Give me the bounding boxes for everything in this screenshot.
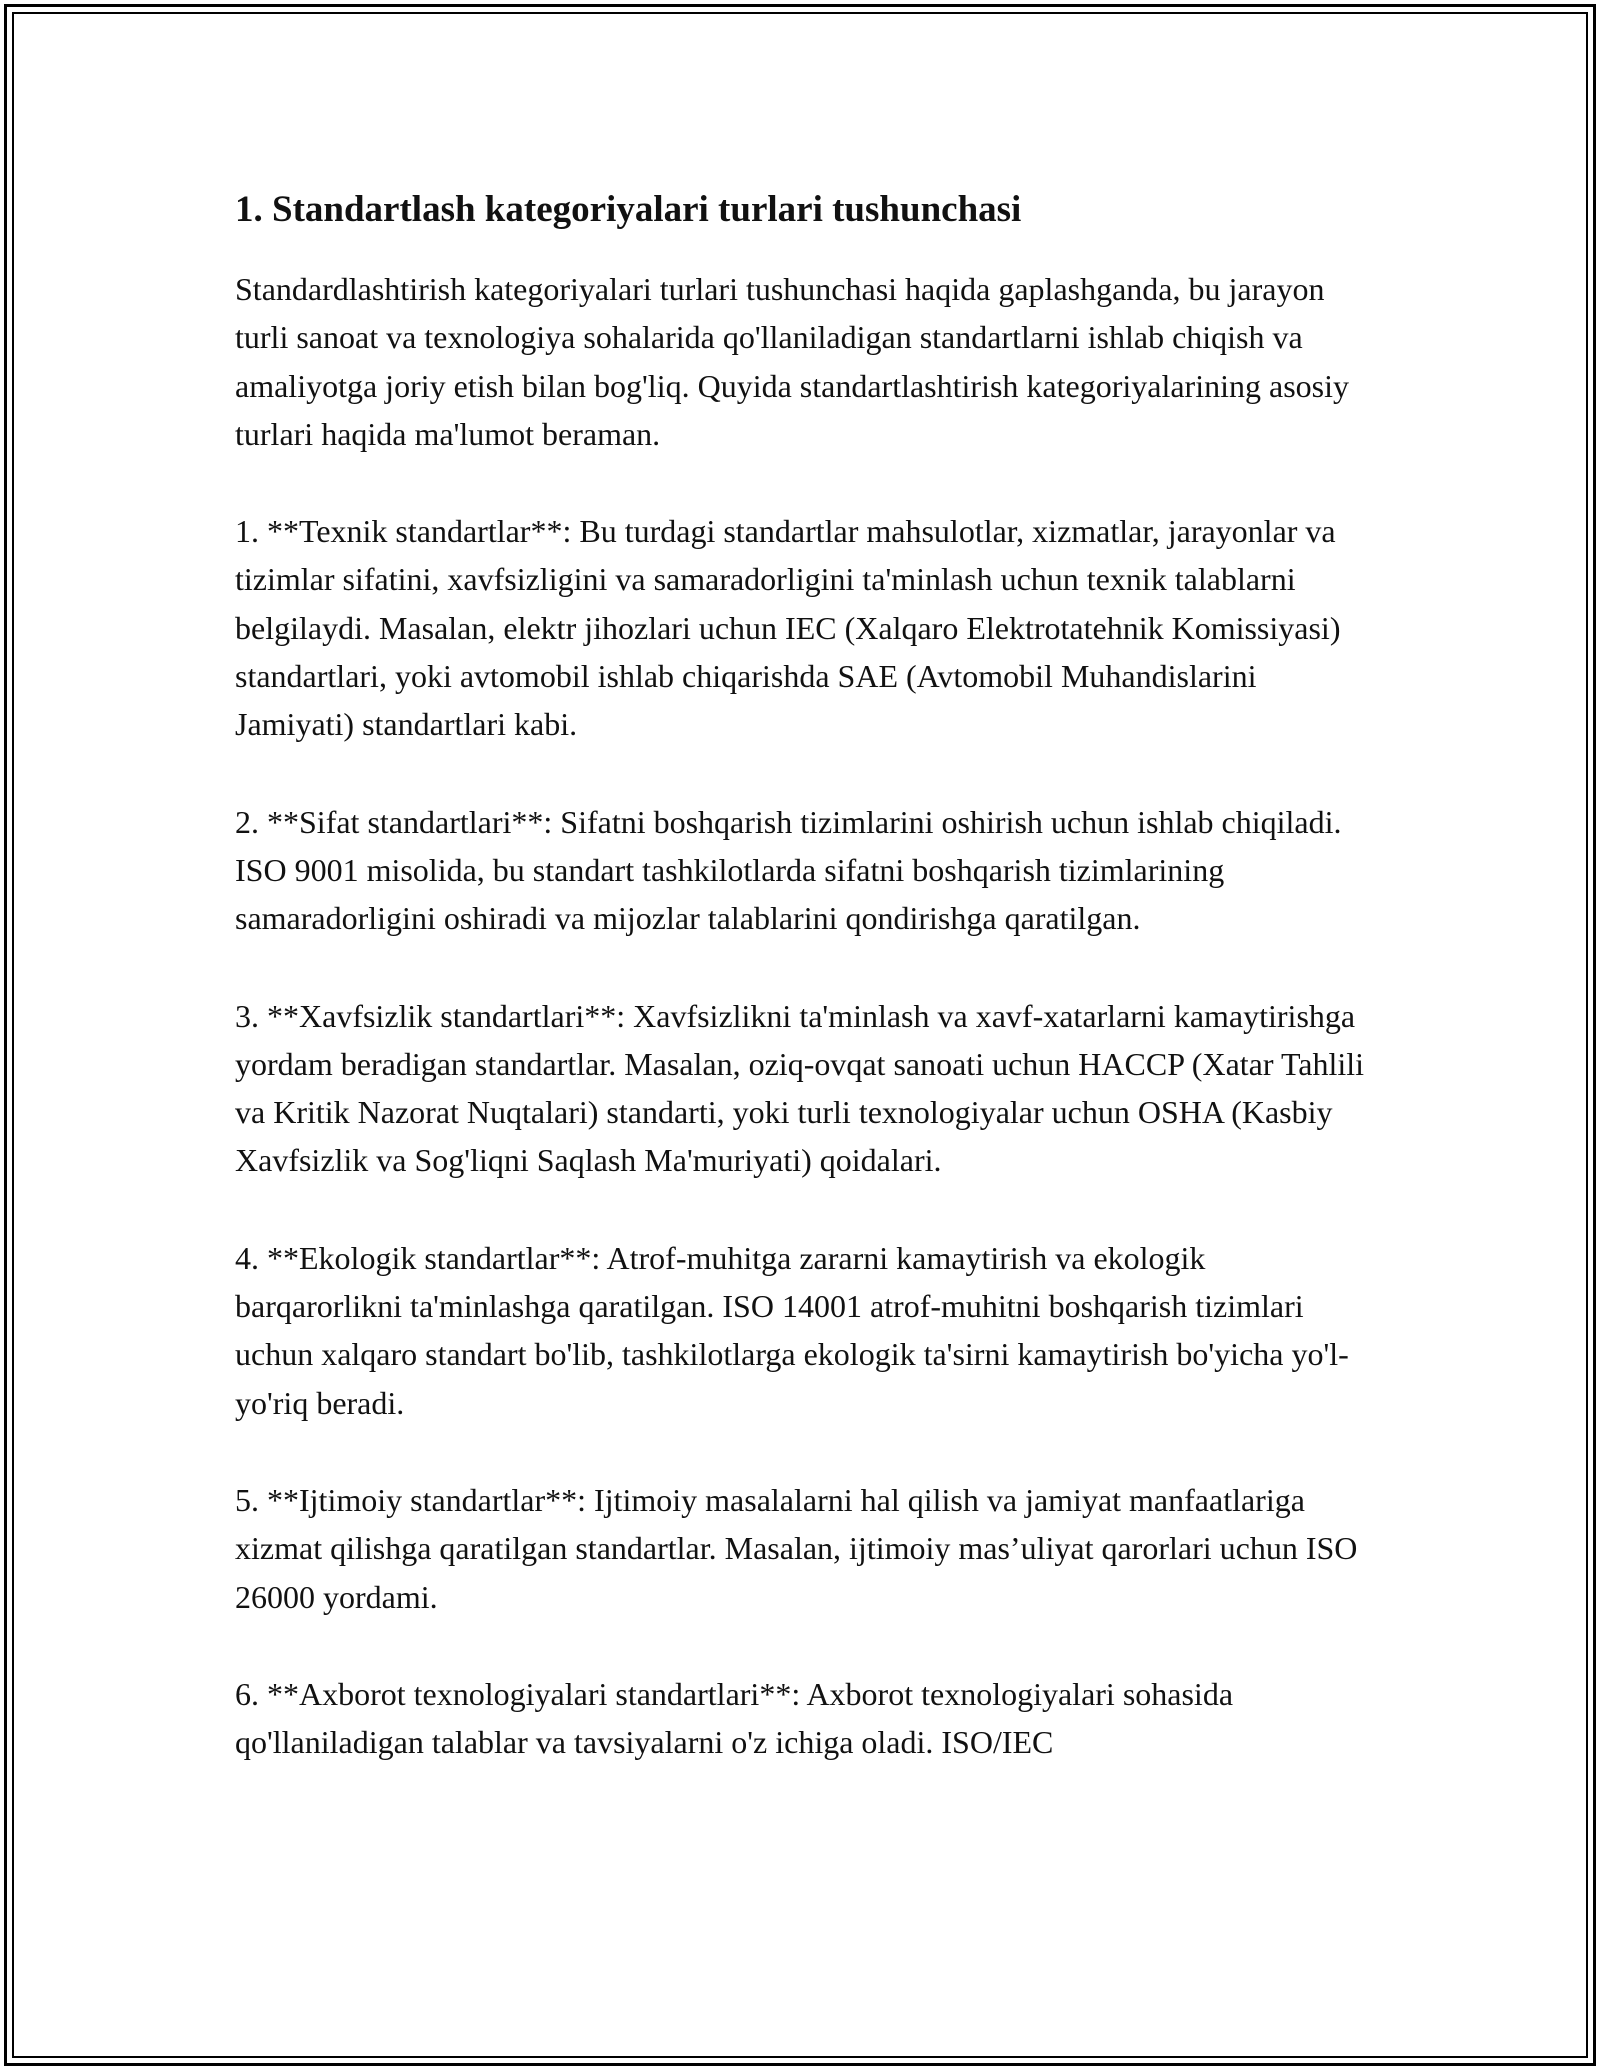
ecological-standards-paragraph: 4. **Ekologik standartlar**: Atrof-muhitga zararni kamaytirish va ekologik barqarorlikni ta'minlashga qaratilgan. ISO 14001 atrof-muhitni boshqarish tizimlari uchun xalqaro standart bo'lib, tashkilotlarga ekologik ta'sirni kamaytirish bo'yicha yo'l-yo'riq beradi. [235,1239,1349,1421]
it-standards-paragraph: 6. **Axborot texnologiyalari standartlari**: Axborot texnologiyalari sohasida qo'llaniladigan talablar va tavsiyalarni o'z ichiga oladi. ISO/IEC [235,1675,1234,1761]
social-standards-paragraph: 5. **Ijtimoiy standartlar**: Ijtimoiy masalalarni hal qilish va jamiyat manfaatlariga xizmat qilishga qaratilgan standartlar. Masalan, ijtimoiy mas’uliyat qarorlari uchun ISO 26000 yordami. [235,1481,1358,1615]
intro-paragraph: Standardlashtirish kategoriyalari turlari tushunchasi haqida gaplashganda, bu jarayon turli sanoat va texnologiya sohalarida qo'llaniladigan standartlarni ishlab chiqish va amaliyotga joriy etish bilan bog'liq. Quyida standartlashtirish kategoriyalarining asosiy turlari haqida ma'lumot beraman. [235,271,1349,452]
document-title: 1. Standartlash kategoriyalari turlari tushunchasi [235,189,1022,230]
document-body [235,185,1375,1766]
quality-standards-paragraph: 2. **Sifat standartlari**: Sifatni boshqarish tizimlarini oshirish uchun ishlab chiqiladi. ISO 9001 misolida, bu standart tashkilotlarda sifatni boshqarish tizimlarining samaradorligini oshiradi va mijozlar talablarini qondirishga qaratilgan. [235,803,1342,937]
safety-standards-paragraph: 3. **Xavfsizlik standartlari**: Xavfsizlikni ta'minlash va xavf-xatarlarni kamaytirishga yordam beradigan standartlar. Masalan, oziq-ovqat sanoati uchun HACCP (Xatar Tahlili va Kritik Nazorat Nuqtalari) standarti, yoki turli texnologiyalar uchun OSHA (Kasbiy Xavfsizlik va Sog'liqni Saqlash Ma'muriyati) qoidalari. [235,997,1365,1179]
technical-standards-paragraph: 1. **Texnik standartlar**: Bu turdagi standartlar mahsulotlar, xizmatlar, jarayonlar va tizimlar sifatini, xavfsizligini va samaradorligini ta'minlash uchun texnik talablarni belgilaydi. Masalan, elektr jihozlari uchun IEC (Xalqaro Elektrotatehnik Komissiyasi) standartlari, yoki avtomobil ishlab chiqarishda SAE (Avtomobil Muhandislarini Jamiyati) standartlari kabi. [235,513,1341,743]
